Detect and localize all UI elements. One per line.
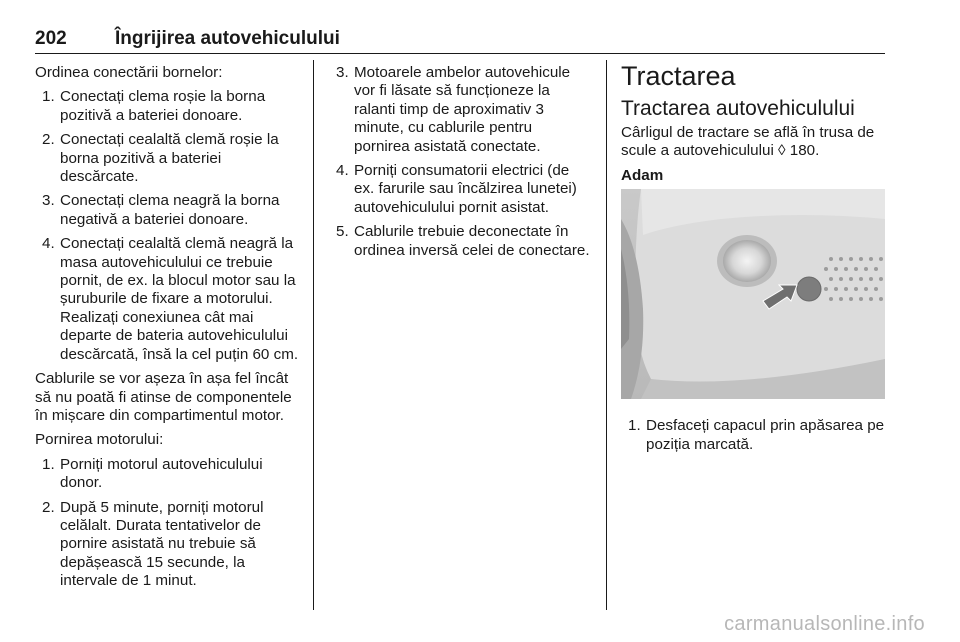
column-left [35, 64, 301, 597]
list-item [329, 64, 591, 156]
list-item [329, 162, 591, 217]
step-text: După 5 minute, porniți motorul celălalt. Durata tentativelor de pornire asistată nu trebuie să depășească 15 secunde, la intervale de 1 minut. [60, 498, 264, 590]
page-reference-arrow-icon: ◊ [778, 142, 786, 160]
step-text: Desfaceți capacul prin apăsarea pe poziția marcată. [646, 417, 885, 453]
list-item [35, 456, 301, 493]
step-number: 2. [42, 131, 55, 149]
page-reference-number: 180. [785, 142, 820, 160]
step-text: Conectați clema neagră la borna negativă a bateriei donoare. [60, 192, 280, 228]
list-item [35, 499, 301, 591]
numbered-list [621, 417, 887, 454]
step-number: 4. [336, 162, 349, 180]
watermark: carmanualsonline.info [724, 613, 925, 635]
column-middle [329, 64, 591, 266]
step-number: 3. [42, 192, 55, 210]
list-item [35, 88, 301, 125]
step-number: 1. [42, 88, 55, 106]
page-number: 202 [35, 28, 67, 49]
list-item [35, 192, 301, 229]
section-subtitle: Tractarea autovehiculului [621, 97, 855, 120]
chapter-title: Îngrijirea autovehiculului [115, 28, 340, 49]
page-header [35, 24, 885, 54]
list-item [35, 235, 301, 364]
paragraph-text: Cârligul de tractare se află în trusa de scule a autovehiculului [621, 124, 875, 160]
column-divider [313, 60, 314, 610]
step-text: Conectați clema roșie la borna pozitivă a bateriei donoare. [60, 88, 266, 124]
model-label: Adam [621, 166, 664, 184]
car-front-tow-cover-image [621, 189, 885, 399]
step-number: 2. [42, 498, 55, 516]
numbered-list [35, 88, 301, 364]
step-number: 3. [336, 64, 349, 81]
step-text: Porniți consumatorii electrici (de ex. farurile sau încălzirea lunetei) autovehiculului pornit asistat. [354, 162, 577, 216]
list-item [35, 131, 301, 186]
step-text: Cablurile trebuie deconectate în ordinea inversă celei de conectare. [354, 223, 590, 259]
list-item [621, 417, 887, 454]
step-number: 5. [336, 223, 349, 241]
paragraph: Ordinea conectării bornelor: [35, 64, 223, 81]
step-number: 1. [42, 455, 55, 473]
paragraph: Cablurile se vor așeza în așa fel încât să nu poată fi atinse de componentele în mișcare din compartimentul motor. [35, 370, 292, 424]
paragraph [621, 124, 887, 161]
numbered-list [329, 64, 591, 260]
column-right [621, 61, 887, 460]
numbered-list [35, 456, 301, 591]
step-text: Motoarele ambelor autovehicule vor fi lăsate să funcționeze la ralanti timp de aproximativ 3 minute, cu cablurile pentru pornirea asistată conectate. [354, 64, 571, 155]
column-divider [606, 60, 607, 610]
step-number: 1. [628, 417, 641, 435]
section-title: Tractarea [621, 61, 736, 91]
step-text: Conectați cealaltă clemă neagră la masa autovehiculului ce trebuie pornit, de ex. la blocul motor sau la șuruburile de fixare a motorului. Realizați conexiunea cât mai departe de bateria autovehiculului descărcată, însă la cel puțin 60 cm. [60, 235, 299, 363]
step-number: 4. [42, 235, 55, 253]
step-text: Conectați cealaltă clemă roșie la borna pozitivă a bateriei descărcate. [60, 131, 279, 186]
list-item [329, 223, 591, 260]
step-text: Porniți motorul autovehiculului donor. [60, 455, 263, 492]
paragraph: Pornirea motorului: [35, 431, 164, 449]
